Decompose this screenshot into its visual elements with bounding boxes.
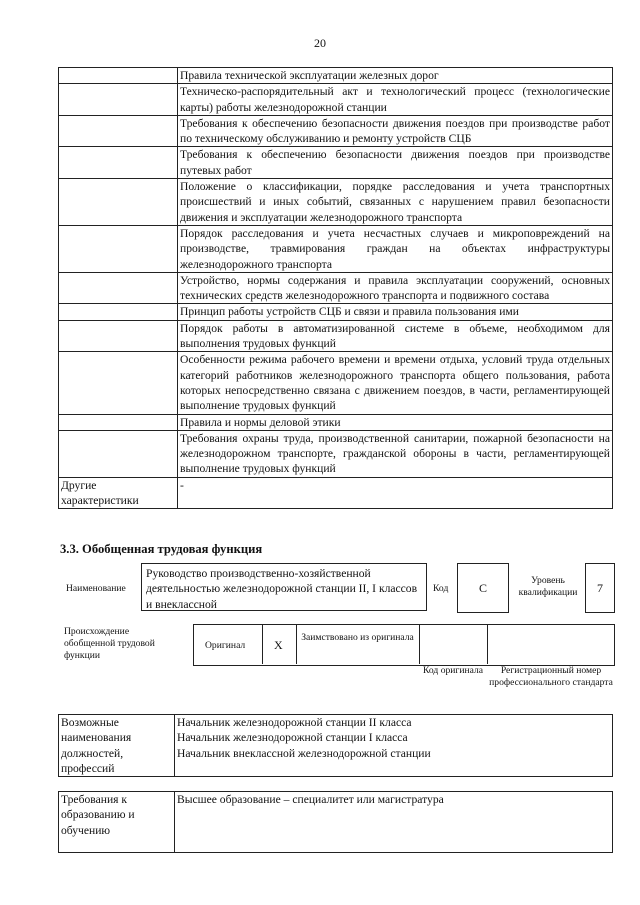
knowledge-item: Положение о классификации, порядке расследования и учета транспортных происшествий и иных событий, связанных с нарушением правил безопасности движения и эксплуатации железнодорожного транспорта <box>178 179 613 226</box>
position-item: Начальник железнодорожной станции I класса <box>177 731 408 745</box>
education-table <box>58 791 613 853</box>
knowledge-row-empty-cell <box>59 84 178 116</box>
knowledge-row-empty-cell <box>59 147 178 179</box>
knowledge-row-empty-cell <box>59 414 178 430</box>
knowledge-item: Порядок расследования и учета несчастных случаев и микроповреждений на производстве, травмирования граждан на объектах инфраструктуры железнодорожного транспорта <box>178 225 613 272</box>
borrowed-label: Заимствовано из оригинала <box>301 632 414 643</box>
knowledge-row <box>59 115 613 147</box>
origin-divider <box>262 624 263 664</box>
knowledge-row <box>59 430 613 477</box>
positions-label: Возможные наименования должностей, профессий <box>59 715 175 777</box>
knowledge-row <box>59 68 613 84</box>
knowledge-row <box>59 352 613 414</box>
knowledge-row <box>59 320 613 352</box>
knowledge-row <box>59 304 613 320</box>
knowledge-item: Устройство, нормы содержания и правила эксплуатации сооружений, основных технических средств железнодорожного транспорта и подвижного состава <box>178 272 613 304</box>
original-mark: X <box>274 638 283 652</box>
origin-label: Происхождение обобщенной трудовой функции <box>64 626 155 661</box>
knowledge-row-empty-cell <box>59 179 178 226</box>
origin-table <box>193 624 615 666</box>
level-field: 7 <box>585 563 615 613</box>
knowledge-item: Особенности режима рабочего времени и времени отдыха, условий труда отдельных категорий работников железнодорожного транспорта общего пользования, работа которых непосредственно связана с движением поездов, в части, регламентирующей выполнение трудовых функций <box>178 352 613 414</box>
knowledge-item: Порядок работы в автоматизированной системе в объеме, необходимом для выполнения трудовых функций <box>178 320 613 352</box>
position-item: Начальник внеклассной железнодорожной станции <box>177 746 431 760</box>
name-label: Наименование <box>66 583 126 594</box>
knowledge-table <box>58 67 613 509</box>
knowledge-row <box>59 414 613 430</box>
level-label: Уровень квалификации <box>518 575 578 598</box>
knowledge-row-empty-cell <box>59 225 178 272</box>
other-characteristics-label: Другие характеристики <box>59 477 178 509</box>
knowledge-row <box>59 84 613 116</box>
code-label: Код <box>433 583 449 594</box>
knowledge-row <box>59 147 613 179</box>
position-item: Начальник железнодорожной станции II класса <box>177 716 412 729</box>
knowledge-item: Требования охраны труда, производственной санитарии, пожарной безопасности на железнодорожном транспорте, гражданской обороны в части, регламентирующей выполнение трудовых функций <box>178 430 613 477</box>
knowledge-row-empty-cell <box>59 68 178 84</box>
knowledge-row-empty-cell <box>59 430 178 477</box>
knowledge-item: Требования к обеспечению безопасности движения поездов при производстве путевых работ <box>178 147 613 179</box>
education-value: Высшее образование – специалитет или магистратура <box>175 792 613 853</box>
knowledge-item: Требования к обеспечению безопасности движения поездов при производстве работ по техническому обслуживанию и ремонту устройств СЦБ <box>178 115 613 147</box>
other-characteristics-row <box>59 477 613 509</box>
function-name-field: Руководство производственно-хозяйственной деятельностью железнодорожной станции II, I классов и внеклассной <box>141 563 427 611</box>
knowledge-row <box>59 225 613 272</box>
other-characteristics-value: - <box>178 477 613 509</box>
knowledge-row-empty-cell <box>59 272 178 304</box>
knowledge-row-empty-cell <box>59 320 178 352</box>
knowledge-row-empty-cell <box>59 352 178 414</box>
knowledge-item: Правила и нормы деловой этики <box>178 414 613 430</box>
knowledge-row-empty-cell <box>59 115 178 147</box>
page-number: 20 <box>314 36 326 50</box>
section-title: 3.3. Обобщенная трудовая функция <box>60 542 263 556</box>
knowledge-row <box>59 179 613 226</box>
origin-divider <box>487 624 488 664</box>
original-label: Оригинал <box>205 640 246 651</box>
origin-divider <box>296 624 297 664</box>
knowledge-item: Принцип работы устройств СЦБ и связи и правила пользования ими <box>178 304 613 320</box>
education-label: Требования к образованию и обучению <box>59 792 175 853</box>
positions-table <box>58 714 613 777</box>
knowledge-item: Правила технической эксплуатации железных дорог <box>178 68 613 84</box>
knowledge-row-empty-cell <box>59 304 178 320</box>
origin-code-label: Код оригинала <box>422 665 484 676</box>
knowledge-item: Техническо-распорядительный акт и технологический процесс (технологические карты) работы железнодорожной станции <box>178 84 613 116</box>
knowledge-row <box>59 272 613 304</box>
origin-divider <box>419 624 420 664</box>
code-field: C <box>457 563 509 613</box>
reg-number-label: Регистрационный номер профессионального стандарта <box>489 665 613 688</box>
